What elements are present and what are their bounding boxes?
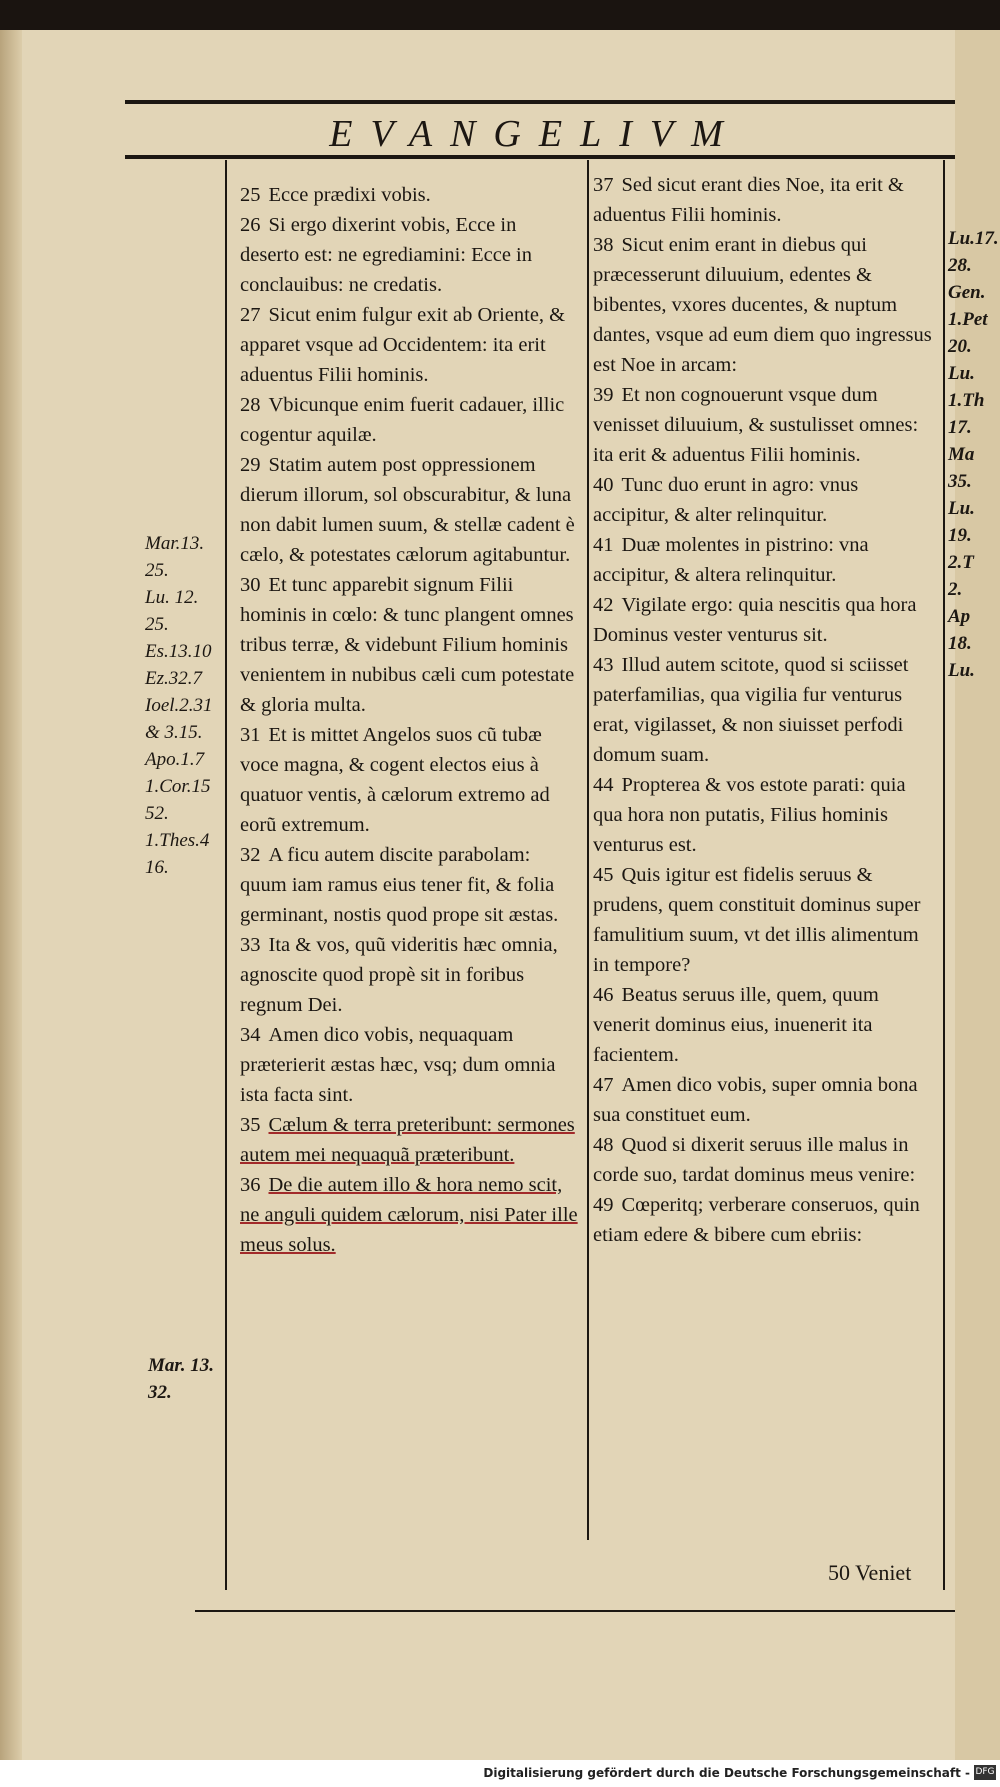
- margin-note: 1.Th: [948, 390, 985, 411]
- verse-text: A ficu autem discite parabolam: quum iam ramus eius tener fit, & folia germinant, nostis quod prope sit æstas.: [240, 844, 559, 926]
- verse-number: 34: [240, 1024, 261, 1046]
- margin-note: 17.: [948, 417, 972, 438]
- verse-number: 43: [593, 654, 614, 676]
- verse-text: Quod si dixerit seruus ille malus in corde suo, tardat dominus meus venire:: [593, 1134, 916, 1186]
- verse-text: Cælum & terra preteribunt: sermones autem mei nequaquã præteribunt.: [240, 1114, 575, 1166]
- margin-note: Mar.13.: [145, 533, 205, 554]
- margin-note: Mar. 13.: [148, 1355, 214, 1376]
- margin-note: Lu. 12.: [145, 587, 199, 608]
- verse-number: 26: [240, 214, 261, 236]
- verse: [240, 1110, 580, 1170]
- verse-text: Statim autem post oppressionem dierum illorum, sol obscurabitur, & luna non dabit lumen suum, & stellæ cadent è cælo, & potestates cælorum agitabuntur.: [240, 454, 575, 566]
- top-rule: [125, 100, 955, 104]
- verse: [593, 770, 938, 860]
- verse: [593, 860, 938, 980]
- dfg-logo: DFG: [974, 1765, 996, 1780]
- margin-note: 25.: [145, 614, 169, 635]
- verse-text: De die autem illo & hora nemo scit, ne anguli quidem cælorum, nisi Pater ille meus solus.: [240, 1174, 578, 1256]
- margin-note: Lu.: [948, 498, 975, 519]
- verse-number: 39: [593, 384, 614, 406]
- verse-number: 46: [593, 984, 614, 1006]
- margin-note: 28.: [948, 255, 972, 276]
- verse-number: 25: [240, 184, 261, 206]
- margin-note: 2.T: [948, 552, 974, 573]
- verse-text: Illud autem scitote, quod si sciisset paterfamilias, qua vigilia fur venturus erat, vigilasset, & non siuisset perfodi domum suam.: [593, 654, 909, 766]
- catchword: 50 Veniet: [828, 1560, 912, 1585]
- verse: [593, 170, 938, 230]
- margin-note: 25.: [145, 560, 169, 581]
- verse: [593, 1070, 938, 1130]
- margin-note: Lu.: [948, 363, 975, 384]
- margin-note: Ioel.2.31: [145, 695, 213, 716]
- footer-text: Digitalisierung gefördert durch die Deutsche Forschungsgemeinschaft -: [483, 1766, 970, 1780]
- verse: [593, 650, 938, 770]
- margin-note: Lu.: [948, 660, 975, 681]
- margin-note: Es.13.10: [145, 641, 212, 662]
- verse-text: Beatus seruus ille, quem, quum venerit dominus eius, inuenerit ita facientem.: [593, 984, 879, 1066]
- verse: [240, 390, 580, 450]
- margin-note: Ma: [948, 444, 975, 465]
- right-margin-notes: [948, 225, 998, 684]
- page-left-edge: [0, 30, 22, 1760]
- verse-number: 47: [593, 1074, 614, 1096]
- verse-text: Quis igitur est fidelis seruus & prudens, quem constituit dominus super famulitium suum, vt det illis alimentum in tempore?: [593, 864, 921, 976]
- verse-text: Amen dico vobis, super omnia bona sua constituet eum.: [593, 1074, 918, 1126]
- verse-text: Duæ molentes in pistrino: vna accipitur, & altera relinquitur.: [593, 534, 869, 586]
- verse-number: 32: [240, 844, 261, 866]
- verse-text: Propterea & vos estote parati: quia qua hora non putatis, Filius hominis venturus est.: [593, 774, 906, 856]
- verse-number: 37: [593, 174, 614, 196]
- verse-number: 38: [593, 234, 614, 256]
- verse-text: Et non cognouerunt vsque dum venisset diluuium, & sustulisset omnes: ita erit & aduentus Filii hominis.: [593, 384, 919, 466]
- verse-number: 49: [593, 1194, 614, 1216]
- verse-number: 40: [593, 474, 614, 496]
- verse-text: Ecce prædixi vobis.: [268, 184, 431, 206]
- margin-note: 1.Pet: [948, 309, 988, 330]
- margin-note: 1.Thes.4: [145, 830, 210, 851]
- verse: [240, 1020, 580, 1110]
- margin-note: Gen.: [948, 282, 986, 303]
- verse-text: Sed sicut erant dies Noe, ita erit & aduentus Filii hominis.: [593, 174, 904, 226]
- verse: [240, 840, 580, 930]
- verse-number: 35: [240, 1114, 261, 1136]
- verse-text: Sicut enim erant in diebus qui præcesserunt diluuium, edentes & bibentes, vxores ducentes, & nuptum dantes, vsque ad eum diem quo ingressus est Noe in arcam:: [593, 234, 932, 376]
- verse-number: 45: [593, 864, 614, 886]
- left-margin-notes: [145, 530, 235, 881]
- verse-text: Sicut enim fulgur exit ab Oriente, & apparet vsque ad Occidentem: ita erit aduentus Filii hominis.: [240, 304, 566, 386]
- margin-note: 35.: [948, 471, 972, 492]
- verse-text: Cœperitq; verberare conseruos, quin etiam edere & bibere cum ebriis:: [593, 1194, 920, 1246]
- verse-text: Et tunc apparebit signum Filii hominis in cœlo: & tunc plangent omnes tribus terræ, & videbunt Filium hominis venientem in nubibus cæli cum potestate & gloria multa.: [240, 574, 575, 716]
- verse: [593, 530, 938, 590]
- right-text-column: [593, 170, 938, 1250]
- verse-number: 36: [240, 1174, 261, 1196]
- margin-note: Apo.1.7: [145, 749, 205, 770]
- verse-text: Vbicunque enim fuerit cadauer, illic cogentur aquilæ.: [240, 394, 565, 446]
- margin-note: Ez.32.7: [145, 668, 202, 689]
- verse: [240, 1170, 580, 1260]
- verse: [593, 230, 938, 380]
- margin-note: Ap: [948, 606, 971, 627]
- verse: [240, 300, 580, 390]
- verse: [593, 1190, 938, 1250]
- verse: [593, 590, 938, 650]
- verse: [240, 930, 580, 1020]
- verse-text: Si ergo dixerint vobis, Ecce in deserto est: ne egrediamini: Ecce in conclauibus: ne credatis.: [240, 214, 533, 296]
- margin-note: 52.: [145, 803, 169, 824]
- verse-text: Vigilate ergo: quia nescitis qua hora Dominus vester venturus sit.: [593, 594, 917, 646]
- margin-note: 20.: [948, 336, 972, 357]
- verse-number: 33: [240, 934, 261, 956]
- verse-number: 27: [240, 304, 261, 326]
- verse-number: 42: [593, 594, 614, 616]
- verse-text: Ita & vos, quũ videritis hæc omnia, agnoscite quod propè sit in foribus regnum Dei.: [240, 934, 558, 1016]
- verse: [240, 720, 580, 840]
- center-column-divider: [587, 160, 589, 1540]
- margin-note: 16.: [145, 857, 169, 878]
- verse: [593, 1130, 938, 1190]
- margin-note: & 3.15.: [145, 722, 203, 743]
- verse-text: Et is mittet Angelos suos cũ tubæ voce magna, & cogent electos eius à quatuor ventis, à cælorum extremo ad eorũ extremum.: [240, 724, 550, 836]
- right-column-divider: [943, 160, 945, 1590]
- margin-note: 18.: [948, 633, 972, 654]
- verse-number: 44: [593, 774, 614, 796]
- verse: [593, 980, 938, 1070]
- margin-note: 19.: [948, 525, 972, 546]
- verse-text: Amen dico vobis, nequaquam præterierit æstas hæc, vsq; dum omnia ista facta sint.: [240, 1024, 556, 1106]
- running-head: EVANGELIVM: [329, 113, 741, 155]
- verse-number: 41: [593, 534, 614, 556]
- verse-number: 48: [593, 1134, 614, 1156]
- bottom-rule: [195, 1610, 955, 1612]
- verse-number: 31: [240, 724, 261, 746]
- margin-note: 2.: [948, 579, 963, 600]
- verse: [240, 180, 580, 210]
- margin-note: Lu.17.: [948, 228, 999, 249]
- left-margin-notes-lower: [148, 1352, 238, 1406]
- verse: [240, 450, 580, 570]
- verse-number: 29: [240, 454, 261, 476]
- verse: [593, 470, 938, 530]
- margin-note: 32.: [148, 1382, 172, 1403]
- verse: [240, 210, 580, 300]
- verse-number: 28: [240, 394, 261, 416]
- left-text-column: [240, 180, 580, 1260]
- verse: [593, 380, 938, 470]
- digitization-footer: [0, 1760, 1000, 1787]
- margin-note: 1.Cor.15: [145, 776, 211, 797]
- verse: [240, 570, 580, 720]
- verse-text: Tunc duo erunt in agro: vnus accipitur, & alter relinquitur.: [593, 474, 859, 526]
- verse-number: 30: [240, 574, 261, 596]
